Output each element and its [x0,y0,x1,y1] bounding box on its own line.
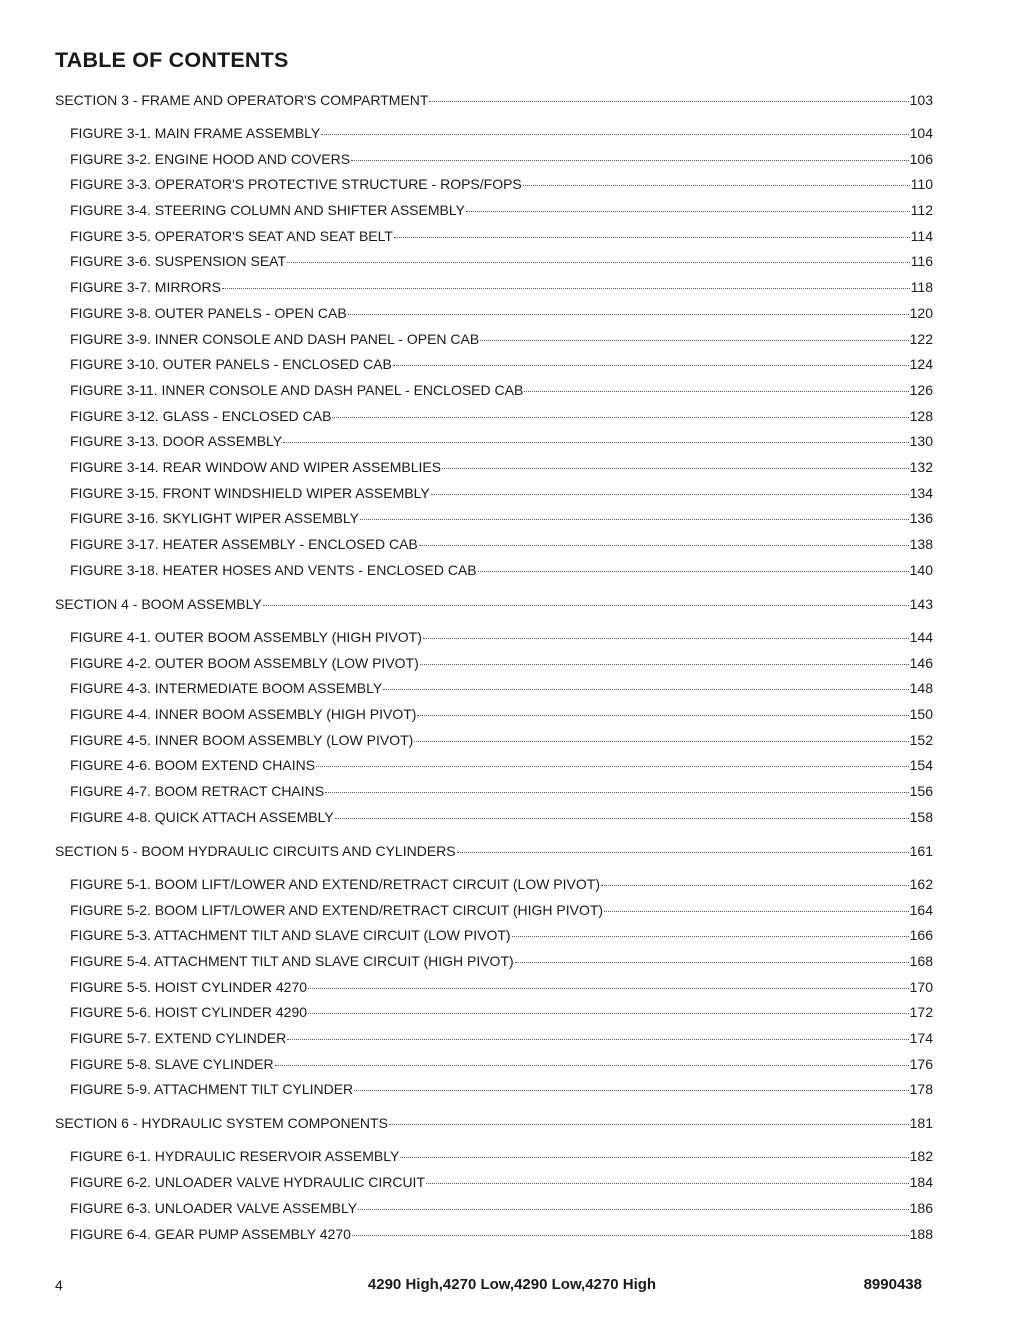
toc-entry-page-number: 156 [909,783,933,799]
toc-entry-page-number: 103 [909,92,933,108]
toc-entry-label: FIGURE 4-5. INNER BOOM ASSEMBLY (LOW PIVOT) [70,732,414,748]
dot-leader [332,417,908,418]
toc-entry-page-number: 184 [909,1174,933,1190]
toc-entry-label: FIGURE 5-9. ATTACHMENT TILT CYLINDER [70,1081,354,1097]
toc-entry-page-number: 170 [909,979,933,995]
dot-leader [283,442,909,443]
toc-figure-entry[interactable] [70,1029,933,1047]
toc-entry-page-number: 118 [910,279,933,295]
toc-entry-page-number: 106 [909,151,933,167]
toc-entry-label: FIGURE 3-1. MAIN FRAME ASSEMBLY [70,125,321,141]
toc-entry-page-number: 104 [909,125,933,141]
toc-entry-page-number: 166 [909,927,933,943]
toc-figure-entry[interactable] [70,201,933,219]
toc-entry-label: FIGURE 5-3. ATTACHMENT TILT AND SLAVE CIRCUIT (LOW PIVOT) [70,927,511,943]
toc-entry-page-number: 172 [909,1004,933,1020]
page-footer [0,1277,1024,1297]
toc-entry-page-number: 148 [909,680,933,696]
toc-entry-page-number: 132 [909,459,933,475]
toc-entry-label: FIGURE 3-2. ENGINE HOOD AND COVERS [70,151,351,167]
dot-leader [423,638,909,639]
footer-page-number: 4 [55,1277,63,1293]
toc-entry-label: FIGURE 4-1. OUTER BOOM ASSEMBLY (HIGH PIVOT) [70,629,422,645]
toc-figure-entry[interactable] [70,304,933,322]
toc-entry-label: FIGURE 4-8. QUICK ATTACH ASSEMBLY [70,809,334,825]
toc-figure-entry[interactable] [70,227,933,245]
toc-entry-label: FIGURE 3-4. STEERING COLUMN AND SHIFTER ASSEMBLY [70,202,465,218]
toc-figure-entry[interactable] [70,175,933,193]
dot-leader [512,936,909,937]
toc-figure-entry[interactable] [70,679,933,697]
toc-entry-label: FIGURE 3-11. INNER CONSOLE AND DASH PANEL - ENCLOSED CAB [70,382,524,398]
dot-leader [478,571,909,572]
toc-entry-page-number: 144 [909,629,933,645]
toc-entry-page-number: 128 [909,408,933,424]
toc-entry-page-number: 174 [909,1030,933,1046]
toc-figure-entry[interactable] [70,926,933,944]
toc-entry-label: FIGURE 3-15. FRONT WINDSHIELD WIPER ASSEMBLY [70,485,430,501]
toc-entry-label: SECTION 4 - BOOM ASSEMBLY [55,596,262,612]
page-title: TABLE OF CONTENTS [55,48,289,72]
toc-entry-label: SECTION 5 - BOOM HYDRAULIC CIRCUITS AND CYLINDERS [55,843,456,859]
toc-entry-label: FIGURE 3-3. OPERATOR'S PROTECTIVE STRUCTURE - ROPS/FOPS [70,176,522,192]
toc-entry-page-number: 146 [909,655,933,671]
toc-entry-label: FIGURE 4-7. BOOM RETRACT CHAINS [70,783,325,799]
toc-entry-label: FIGURE 5-2. BOOM LIFT/LOWER AND EXTEND/RETRACT CIRCUIT (HIGH PIVOT) [70,902,604,918]
dot-leader [348,314,909,315]
toc-entry-label: FIGURE 3-5. OPERATOR'S SEAT AND SEAT BELT [70,228,393,244]
toc-entry-page-number: 154 [909,757,933,773]
dot-leader [325,792,909,793]
toc-figure-entry[interactable] [70,150,933,168]
toc-entry-label: FIGURE 3-13. DOOR ASSEMBLY [70,433,283,449]
toc-entry-page-number: 186 [909,1200,933,1216]
toc-figure-entry[interactable] [70,628,933,646]
dot-leader [426,1183,909,1184]
toc-entry-label: FIGURE 5-5. HOIST CYLINDER 4270 [70,979,308,995]
toc-entry-page-number: 116 [910,253,933,269]
toc-entry-label: FIGURE 6-2. UNLOADER VALVE HYDRAULIC CIRCUIT [70,1174,425,1190]
toc-entry-page-number: 178 [909,1081,933,1097]
toc-entry-page-number: 136 [909,510,933,526]
toc-section-entry[interactable] [55,1114,933,1132]
dot-leader [414,741,908,742]
footer-model-list: 4290 High,4270 Low,4290 Low,4270 High [367,1276,657,1293]
toc-figure-entry[interactable] [70,1055,933,1073]
toc-entry-label: FIGURE 4-4. INNER BOOM ASSEMBLY (HIGH PIVOT) [70,706,417,722]
toc-figure-entry[interactable] [70,330,933,348]
toc-entry-label: FIGURE 6-3. UNLOADER VALVE ASSEMBLY [70,1200,358,1216]
toc-figure-entry[interactable] [70,432,933,450]
dot-leader [601,885,909,886]
toc-entry-label: FIGURE 3-16. SKYLIGHT WIPER ASSEMBLY [70,510,359,526]
toc-figure-entry[interactable] [70,705,933,723]
toc-figure-entry[interactable] [70,901,933,919]
dot-leader [515,962,909,963]
dot-leader [275,1065,909,1066]
toc-entry-page-number: 162 [909,876,933,892]
dot-leader [222,288,910,289]
toc-figure-entry[interactable] [70,756,933,774]
dot-leader [394,237,910,238]
toc-entry-label: FIGURE 3-14. REAR WINDOW AND WIPER ASSEMBLIES [70,459,442,475]
toc-figure-entry[interactable] [70,1147,933,1165]
toc-figure-entry[interactable] [70,952,933,970]
toc-figure-entry[interactable] [70,278,933,296]
toc-entry-label: FIGURE 3-6. SUSPENSION SEAT [70,253,287,269]
toc-entry-page-number: 164 [909,902,933,918]
toc-entry-page-number: 120 [909,305,933,321]
toc-entry-page-number: 152 [909,732,933,748]
dot-leader [287,1039,908,1040]
dot-leader [466,211,910,212]
toc-entry-label: FIGURE 3-10. OUTER PANELS - ENCLOSED CAB [70,356,392,372]
toc-section-entry[interactable] [55,595,933,613]
dot-leader [335,818,909,819]
dot-leader [321,134,908,135]
toc-figure-entry[interactable] [70,124,933,142]
toc-section-entry[interactable] [55,91,933,109]
toc-entry-label: FIGURE 4-3. INTERMEDIATE BOOM ASSEMBLY [70,680,383,696]
toc-entry-label: FIGURE 5-4. ATTACHMENT TILT AND SLAVE CIRCUIT (HIGH PIVOT) [70,953,514,969]
toc-entry-page-number: 114 [910,228,933,244]
toc-entry-page-number: 143 [909,596,933,612]
toc-figure-entry[interactable] [70,782,933,800]
toc-entry-page-number: 182 [909,1148,933,1164]
toc-section-entry[interactable] [55,842,933,860]
dot-leader [393,365,909,366]
toc-entry-label: FIGURE 3-18. HEATER HOSES AND VENTS - ENCLOSED CAB [70,562,477,578]
toc-entry-label: FIGURE 5-6. HOIST CYLINDER 4290 [70,1004,308,1020]
toc-entry-page-number: 181 [909,1115,933,1131]
toc-entry-label: FIGURE 6-1. HYDRAULIC RESERVOIR ASSEMBLY [70,1148,400,1164]
toc-entry-label: FIGURE 5-8. SLAVE CYLINDER [70,1056,274,1072]
toc-entry-label: FIGURE 5-7. EXTEND CYLINDER [70,1030,287,1046]
dot-leader [420,664,909,665]
toc-figure-entry[interactable] [70,978,933,996]
toc-figure-entry[interactable] [70,509,933,527]
toc-entry-label: SECTION 3 - FRAME AND OPERATOR'S COMPARTMENT [55,92,429,108]
toc-figure-entry[interactable] [70,1173,933,1191]
dot-leader [480,340,908,341]
toc-entry-page-number: 140 [909,562,933,578]
dot-leader [352,1235,909,1236]
toc-entry-label: FIGURE 5-1. BOOM LIFT/LOWER AND EXTEND/RETRACT CIRCUIT (LOW PIVOT) [70,876,600,892]
toc-entry-page-number: 161 [909,843,933,859]
toc-entry-page-number: 122 [909,331,933,347]
toc-figure-entry[interactable] [70,381,933,399]
dot-leader [351,160,909,161]
toc-figure-entry[interactable] [70,731,933,749]
toc-entry-label: FIGURE 3-7. MIRRORS [70,279,221,295]
toc-entry-label: FIGURE 3-9. INNER CONSOLE AND DASH PANEL - OPEN CAB [70,331,480,347]
toc-figure-entry[interactable] [70,355,933,373]
toc-entry-page-number: 110 [910,176,933,192]
dot-leader [383,689,908,690]
toc-entry-page-number: 176 [909,1056,933,1072]
toc-entry-page-number: 168 [909,953,933,969]
dot-leader [417,715,908,716]
dot-leader [287,262,910,263]
toc-entry-page-number: 134 [909,485,933,501]
toc-entry-page-number: 158 [909,809,933,825]
dot-leader [308,988,909,989]
toc-figure-entry[interactable] [70,1080,933,1098]
toc-figure-entry[interactable] [70,561,933,579]
dot-leader [431,494,909,495]
toc-figure-entry[interactable] [70,407,933,425]
toc-figure-entry[interactable] [70,1003,933,1021]
toc-entry-page-number: 126 [909,382,933,398]
dot-leader [442,468,909,469]
toc-figure-entry[interactable] [70,808,933,826]
toc-entry-page-number: 124 [909,356,933,372]
toc-figure-entry[interactable] [70,1199,933,1217]
toc-figure-entry[interactable] [70,535,933,553]
toc-entry-page-number: 188 [909,1226,933,1242]
dot-leader [524,391,908,392]
toc-figure-entry[interactable] [70,1225,933,1243]
dot-leader [360,519,909,520]
dot-leader [604,911,909,912]
dot-leader [523,185,910,186]
dot-leader [400,1157,908,1158]
toc-entry-page-number: 138 [909,536,933,552]
dot-leader [389,1124,909,1125]
dot-leader [358,1209,909,1210]
dot-leader [419,545,909,546]
dot-leader [263,605,909,606]
toc-figure-entry[interactable] [70,654,933,672]
dot-leader [429,101,908,102]
toc-entry-label: FIGURE 4-2. OUTER BOOM ASSEMBLY (LOW PIVOT) [70,655,419,671]
toc-entry-label: FIGURE 6-4. GEAR PUMP ASSEMBLY 4270 [70,1226,351,1242]
toc-entry-page-number: 130 [909,433,933,449]
dot-leader [457,852,909,853]
toc-entry-page-number: 112 [910,202,933,218]
toc-figure-entry[interactable] [70,458,933,476]
dot-leader [316,766,909,767]
footer-document-number: 8990438 [863,1276,922,1293]
dot-leader [354,1090,908,1091]
toc-entry-label: FIGURE 4-6. BOOM EXTEND CHAINS [70,757,316,773]
toc-figure-entry[interactable] [70,252,933,270]
toc-figure-entry[interactable] [70,484,933,502]
toc-entry-label: FIGURE 3-12. GLASS - ENCLOSED CAB [70,408,332,424]
toc-entry-label: FIGURE 3-17. HEATER ASSEMBLY - ENCLOSED CAB [70,536,418,552]
toc-figure-entry[interactable] [70,875,933,893]
dot-leader [308,1013,909,1014]
toc-entry-label: FIGURE 3-8. OUTER PANELS - OPEN CAB [70,305,347,321]
toc-entry-label: SECTION 6 - HYDRAULIC SYSTEM COMPONENTS [55,1115,388,1131]
toc-entry-page-number: 150 [909,706,933,722]
